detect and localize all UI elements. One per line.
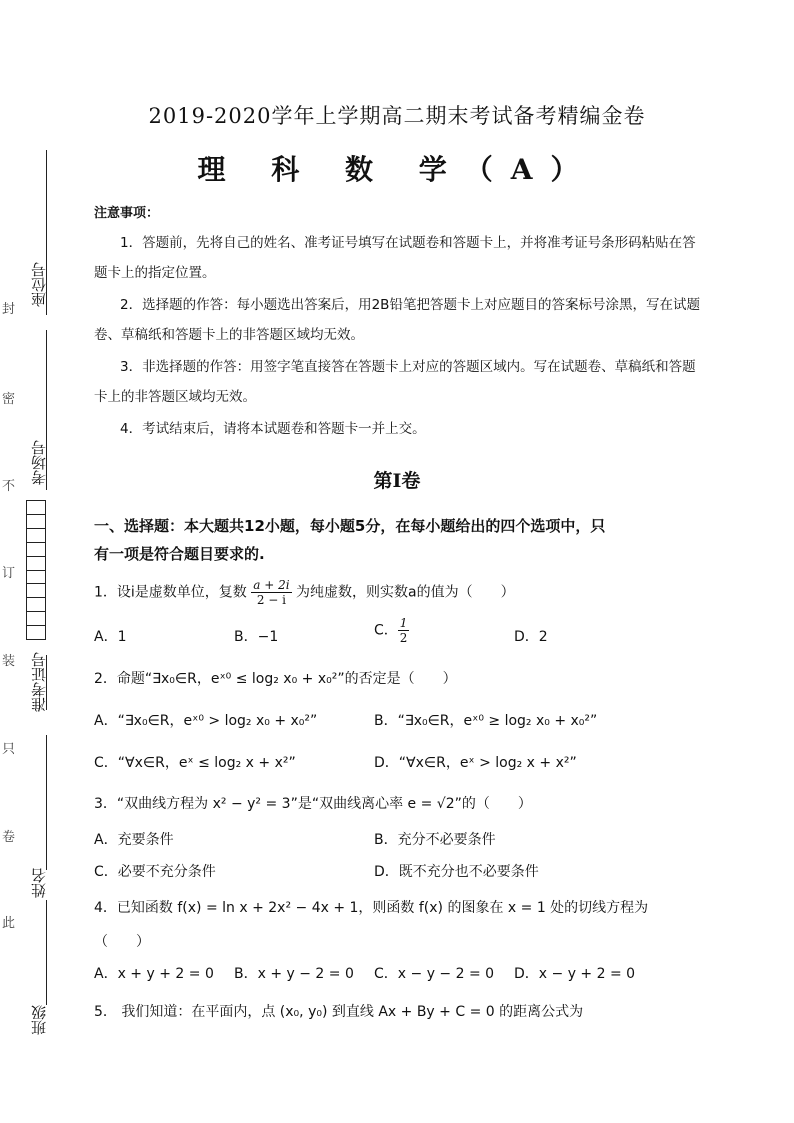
question-1-option-d[interactable]: D．2 — [514, 629, 548, 645]
fraction: $\frac{1}{2}$ — [399, 616, 408, 645]
margin-line — [46, 900, 47, 1005]
exam-title: 2019-2020学年上学期高二期末考试备考精编金卷 — [148, 104, 646, 128]
note-item: 2．选择题的作答：每小题选出答案后，用2B铅笔把答题卡上对应题目的答案标号涂黑，写在试题卷、草稿纸和答题卡上的非答题区域均无效。 — [94, 297, 700, 343]
seal-char: 只 — [2, 742, 16, 757]
question-3-option-d[interactable]: D．既不充分也不必要条件 — [374, 864, 539, 880]
question-1-stem: 1．设i是虚数单位，复数 $\frac{a + 2i}{2 - i}$ 为纯虚数，则实数a的值为（ ） — [94, 578, 515, 607]
question-4-stem-cont: （ ） — [94, 934, 150, 950]
question-4-option-d[interactable]: D．x − y + 2 = 0 — [514, 966, 636, 982]
ticket-number-grid — [26, 500, 46, 640]
question-2-option-b[interactable]: B．“∃x₀∈R，eˣ⁰ ≥ log₂ x₀ + x₀²” — [374, 713, 598, 729]
question-1-option-a[interactable]: A．1 — [94, 629, 127, 645]
seal-char: 装 — [2, 654, 16, 669]
question-1-option-c[interactable]: C． $\frac{1}{2}$ — [374, 616, 408, 645]
seal-char: 此 — [2, 916, 16, 931]
question-4-option-b[interactable]: B．x + y − 2 = 0 — [234, 966, 354, 982]
seal-char: 密 — [2, 392, 16, 407]
seat-number-label: 座位号 — [30, 262, 48, 307]
question-3-option-b[interactable]: B．充分不必要条件 — [374, 832, 496, 848]
name-label: 姓名 — [30, 868, 48, 898]
note-item: 3．非选择题的作答：用签字笔直接答在答题卡上对应的答题区域内。写在试题卷、草稿纸和答题卡上的非答题区域均无效。 — [94, 359, 696, 405]
section-title: 第Ⅰ卷 — [373, 470, 421, 492]
question-4-option-a[interactable]: A．x + y + 2 = 0 — [94, 966, 214, 982]
seal-char: 封 — [2, 302, 16, 317]
subject-title: 理 科 数 学（A） — [197, 153, 597, 186]
seal-char: 卷 — [2, 830, 16, 845]
section-instruction: 一、选择题：本大题共12小题，每小题5分，在每小题给出的四个选项中，只 有一项是符合题目要求的. — [94, 517, 606, 563]
seal-char: 不 — [2, 479, 16, 494]
note-item: 1．答题前，先将自己的姓名、准考证号填写在试题卷和答题卡上，并将准考证号条形码粘贴在答题卡上的指定位置。 — [94, 235, 696, 281]
question-2-option-c[interactable]: C．“∀x∈R，eˣ ≤ log₂ x + x²” — [94, 755, 296, 771]
notes-heading: 注意事项： — [94, 206, 160, 221]
question-5-stem: 5． 我们知道：在平面内，点 (x₀, y₀) 到直线 Ax + By + C = 0 的距离公式为 — [94, 1004, 584, 1020]
note-item: 4．考试结束后，请将本试题卷和答题卡一并上交。 — [120, 421, 426, 437]
question-3-option-c[interactable]: C．必要不充分条件 — [94, 864, 216, 880]
exam-room-label: 考场号 — [30, 440, 48, 485]
question-3-stem: 3．“双曲线方程为 x² − y² = 3”是“双曲线离心率 e = √2”的（ ） — [94, 796, 532, 812]
question-1-option-b[interactable]: B．−1 — [234, 629, 279, 645]
question-2-option-a[interactable]: A．“∃x₀∈R，eˣ⁰ > log₂ x₀ + x₀²” — [94, 713, 318, 729]
question-2-stem: 2．命题“∃x₀∈R，eˣ⁰ ≤ log₂ x₀ + x₀²”的否定是（ ） — [94, 671, 457, 687]
question-2-option-d[interactable]: D．“∀x∈R，eˣ > log₂ x + x²” — [374, 755, 577, 771]
margin-line — [46, 735, 47, 870]
class-label: 班级 — [30, 1005, 48, 1035]
fraction: $\frac{a + 2i}{2 - i}$ — [253, 578, 290, 607]
question-4-stem: 4．已知函数 f(x) = ln x + 2x² − 4x + 1，则函数 f(x) 的图象在 x = 1 处的切线方程为 — [94, 900, 649, 916]
seal-char: 订 — [2, 566, 16, 581]
question-3-option-a[interactable]: A．充要条件 — [94, 832, 174, 848]
question-4-option-c[interactable]: C．x − y − 2 = 0 — [374, 966, 495, 982]
ticket-number-label: 准考证号 — [30, 652, 48, 712]
